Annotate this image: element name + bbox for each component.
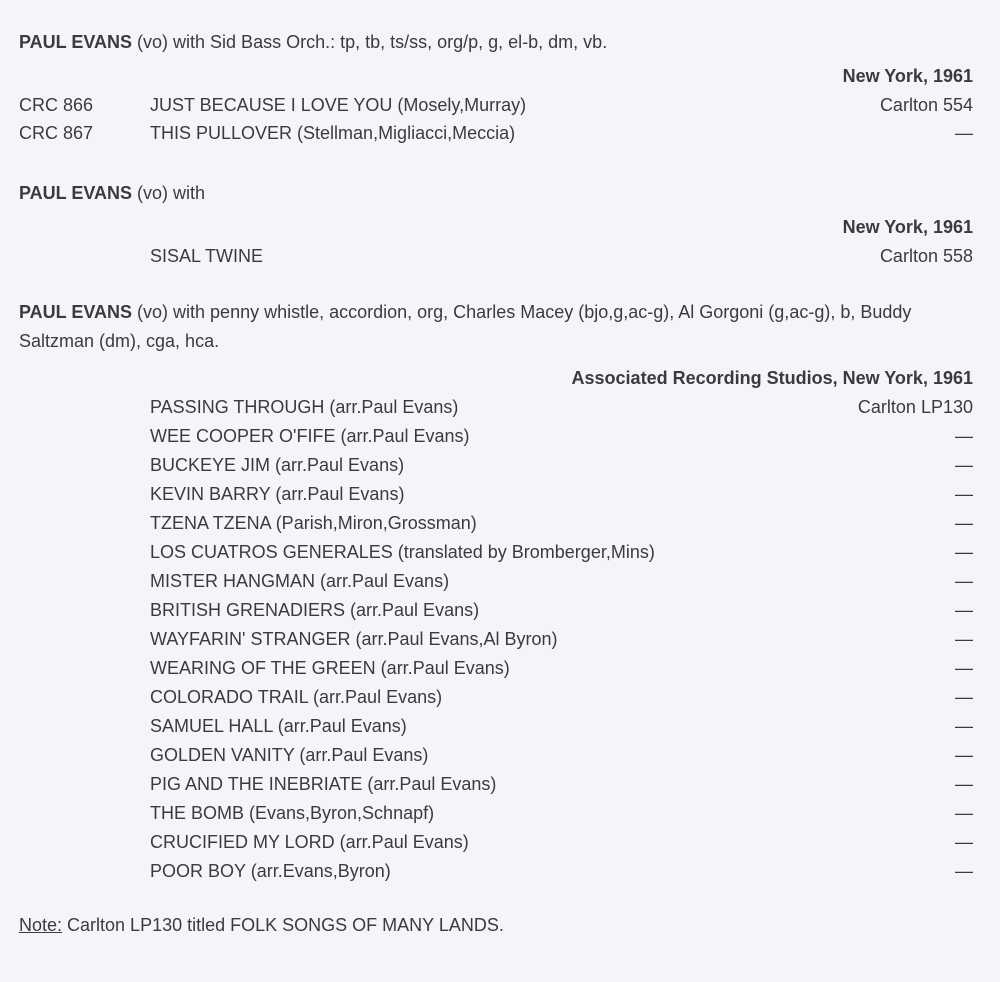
record-label: — bbox=[955, 774, 973, 794]
record-label: — bbox=[955, 629, 973, 649]
track-row bbox=[19, 799, 973, 828]
track-title: THE BOMB (Evans,Byron,Schnapf) bbox=[150, 803, 435, 823]
track-row bbox=[19, 509, 973, 538]
session-location: New York, 1961 bbox=[842, 66, 973, 86]
record-label: — bbox=[955, 426, 973, 446]
record-label: Carlton LP130 bbox=[857, 397, 973, 417]
track-title: POOR BOY (arr.Evans,Byron) bbox=[150, 861, 391, 881]
track-title: LOS CUATROS GENERALES (translated by Bromberger,Mins) bbox=[150, 542, 655, 562]
track-title: BRITISH GRENADIERS (arr.Paul Evans) bbox=[150, 600, 480, 620]
track-title: WEARING OF THE GREEN (arr.Paul Evans) bbox=[150, 658, 510, 678]
session-location: New York, 1961 bbox=[842, 217, 973, 237]
track-row bbox=[19, 654, 973, 683]
session-location: Associated Recording Studios, New York, 1961 bbox=[571, 368, 973, 388]
record-label: — bbox=[955, 600, 973, 620]
track-title: SAMUEL HALL (arr.Paul Evans) bbox=[150, 716, 407, 736]
record-label: — bbox=[955, 687, 973, 707]
track-title: WAYFARIN' STRANGER (arr.Paul Evans,Al Byron) bbox=[150, 629, 558, 649]
record-label: Carlton 554 bbox=[879, 95, 973, 115]
track-row bbox=[19, 625, 973, 654]
track-row bbox=[19, 828, 973, 857]
track-row bbox=[19, 538, 973, 567]
record-label: — bbox=[955, 123, 973, 143]
matrix-number: CRC 866 bbox=[19, 95, 94, 115]
record-label: — bbox=[955, 455, 973, 475]
track-title: KEVIN BARRY (arr.Paul Evans) bbox=[150, 484, 405, 504]
track-row bbox=[19, 712, 973, 741]
note bbox=[19, 911, 973, 940]
track-row bbox=[19, 741, 973, 770]
track-row bbox=[19, 857, 973, 886]
track-row bbox=[19, 770, 973, 799]
record-label: — bbox=[955, 571, 973, 591]
personnel: (vo) with penny whistle, accordion, org, Charles Macey (bjo,g,ac-g), Al Gorgoni (g,ac-g), b, Buddy Saltzman (dm), cga, hca. bbox=[19, 302, 912, 351]
track-title: CRUCIFIED MY LORD (arr.Paul Evans) bbox=[150, 832, 469, 852]
track-title: GOLDEN VANITY (arr.Paul Evans) bbox=[150, 745, 429, 765]
record-label: — bbox=[955, 542, 973, 562]
session-header bbox=[19, 298, 940, 356]
track-row bbox=[19, 451, 973, 480]
track-title: COLORADO TRAIL (arr.Paul Evans) bbox=[150, 687, 443, 707]
track-title: TZENA TZENA (Parish,Miron,Grossman) bbox=[150, 513, 477, 533]
note-label: Note: bbox=[19, 915, 63, 935]
session-header bbox=[19, 28, 973, 57]
record-label: — bbox=[955, 658, 973, 678]
track-row bbox=[19, 596, 973, 625]
track-row bbox=[19, 683, 973, 712]
record-label: Carlton 558 bbox=[879, 246, 973, 266]
track-row bbox=[19, 422, 973, 451]
record-label: — bbox=[955, 861, 973, 881]
record-label: — bbox=[955, 745, 973, 765]
track-row bbox=[19, 91, 973, 120]
record-label: — bbox=[955, 484, 973, 504]
track-title: PIG AND THE INEBRIATE (arr.Paul Evans) bbox=[150, 774, 497, 794]
track-row bbox=[19, 480, 973, 509]
artist-name: PAUL EVANS bbox=[19, 302, 133, 322]
track-title: BUCKEYE JIM (arr.Paul Evans) bbox=[150, 455, 405, 475]
matrix-number: CRC 867 bbox=[19, 123, 94, 143]
track-title: MISTER HANGMAN (arr.Paul Evans) bbox=[150, 571, 450, 591]
track-row bbox=[19, 567, 973, 596]
track-title: WEE COOPER O'FIFE (arr.Paul Evans) bbox=[150, 426, 470, 446]
track-row bbox=[19, 119, 973, 148]
note-text: Carlton LP130 titled FOLK SONGS OF MANY LANDS. bbox=[62, 915, 504, 935]
record-label: — bbox=[955, 513, 973, 533]
artist-name: PAUL EVANS bbox=[19, 32, 133, 52]
session-header bbox=[19, 179, 973, 208]
record-label: — bbox=[955, 803, 973, 823]
record-label: — bbox=[955, 832, 973, 852]
personnel: (vo) with Sid Bass Orch.: tp, tb, ts/ss, org/p, g, el-b, dm, vb. bbox=[132, 32, 608, 52]
track-title: PASSING THROUGH (arr.Paul Evans) bbox=[150, 397, 459, 417]
track-title: SISAL TWINE bbox=[150, 246, 264, 266]
personnel: (vo) with bbox=[132, 183, 206, 203]
track-title: JUST BECAUSE I LOVE YOU (Mosely,Murray) bbox=[150, 95, 527, 115]
track-row bbox=[19, 393, 973, 422]
record-label: — bbox=[955, 716, 973, 736]
artist-name: PAUL EVANS bbox=[19, 183, 133, 203]
track-title: THIS PULLOVER (Stellman,Migliacci,Meccia) bbox=[150, 123, 516, 143]
track-row bbox=[19, 242, 973, 271]
